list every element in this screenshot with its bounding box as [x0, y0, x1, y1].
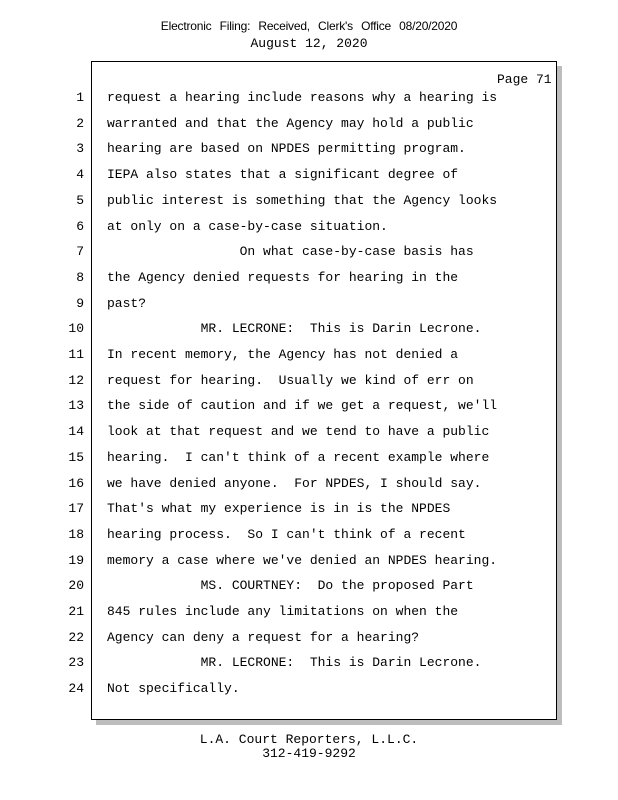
footer-company: L.A. Court Reporters, L.L.C. — [199, 732, 419, 747]
transcript-line — [0, 630, 618, 656]
line-text: the Agency denied requests for hearing in the — [107, 269, 459, 285]
line-text: On what case-by-case basis has — [107, 244, 474, 260]
line-text: look at that request and we tend to have a public — [107, 424, 490, 440]
transcript-line — [0, 501, 618, 527]
transcript-line — [0, 398, 618, 424]
line-text: That's what my experience is in is the NPDES — [107, 501, 451, 517]
line-text: hearing are based on NPDES permitting program. — [107, 141, 466, 157]
line-number: 13 — [68, 398, 84, 414]
line-number: 22 — [68, 629, 84, 645]
line-number: 21 — [68, 604, 84, 619]
transcript-line — [0, 681, 618, 707]
line-text: public interest is something that the Agency looks — [107, 192, 498, 208]
transcript-line — [0, 321, 618, 347]
line-text: hearing process. So I can't think of a recent — [107, 526, 466, 542]
line-text: request for hearing. Usually we kind of err on — [107, 372, 474, 388]
line-text: we have denied anyone. For NPDES, I should say. — [107, 475, 482, 491]
transcript-line — [0, 167, 618, 193]
line-text: memory a case where we've denied an NPDES hearing. — [107, 552, 498, 568]
line-number: 9 — [76, 295, 84, 311]
line-text: at only on a case-by-case situation. — [107, 218, 388, 234]
transcript-line — [0, 116, 618, 142]
line-text: MR. LECRONE: This is Darin Lecrone. — [107, 321, 482, 337]
transcript-line — [0, 141, 618, 167]
line-text: MR. LECRONE: This is Darin Lecrone. — [107, 655, 482, 671]
transcript-line — [0, 270, 618, 296]
line-text: the side of caution and if we get a request, we'll — [107, 398, 498, 414]
line-number: 12 — [68, 372, 84, 388]
transcript-line — [0, 219, 618, 245]
line-number: 15 — [68, 449, 84, 465]
line-text: warranted and that the Agency may hold a public — [107, 115, 474, 131]
line-text: hearing. I can't think of a recent example where — [107, 449, 490, 465]
line-number: 8 — [76, 269, 84, 285]
transcript-line — [0, 476, 618, 502]
page-number: Page 71 — [497, 72, 552, 87]
footer — [0, 733, 618, 761]
hearing-date: August 12, 2020 — [250, 36, 368, 51]
line-number: 24 — [68, 681, 84, 697]
line-text: In recent memory, the Agency has not denied a — [107, 347, 459, 362]
transcript-line — [0, 244, 618, 270]
transcript-line — [0, 347, 618, 373]
transcript-line — [0, 296, 618, 322]
line-text: 845 rules include any limitations on when the — [107, 604, 459, 619]
line-number: 19 — [68, 552, 84, 568]
line-text: Not specifically. — [107, 681, 240, 697]
line-number: 18 — [68, 526, 84, 542]
line-number: 16 — [68, 475, 84, 491]
line-number: 11 — [68, 347, 84, 362]
footer-phone: 312-419-9292 — [262, 746, 356, 761]
transcript-line — [0, 90, 618, 116]
transcript-line — [0, 527, 618, 553]
line-number: 17 — [68, 501, 84, 517]
line-number: 2 — [76, 115, 84, 131]
transcript-line — [0, 604, 618, 630]
transcript-line — [0, 578, 618, 604]
line-number: 3 — [76, 141, 84, 157]
line-text: IEPA also states that a significant degree of — [107, 167, 459, 183]
transcript-line — [0, 373, 618, 399]
line-text: request a hearing include reasons why a hearing is — [107, 90, 498, 105]
line-number: 1 — [76, 90, 84, 105]
line-number: 23 — [68, 655, 84, 671]
line-text: past? — [107, 295, 147, 311]
line-text: MS. COURTNEY: Do the proposed Part — [107, 578, 474, 594]
line-number: 14 — [68, 424, 84, 440]
line-number: 6 — [76, 218, 84, 234]
line-number: 5 — [76, 192, 84, 208]
transcript-line — [0, 655, 618, 681]
transcript-line — [0, 193, 618, 219]
line-number: 4 — [76, 167, 84, 183]
filing-stamp: Electronic Filing: Received, Clerk's Office 08/20/2020 — [160, 19, 458, 33]
transcript-line — [0, 424, 618, 450]
line-number: 7 — [76, 244, 84, 260]
transcript-line — [0, 553, 618, 579]
transcript-line — [0, 450, 618, 476]
line-text: Agency can deny a request for a hearing? — [107, 629, 420, 645]
line-number: 10 — [68, 321, 84, 337]
line-number: 20 — [68, 578, 84, 594]
